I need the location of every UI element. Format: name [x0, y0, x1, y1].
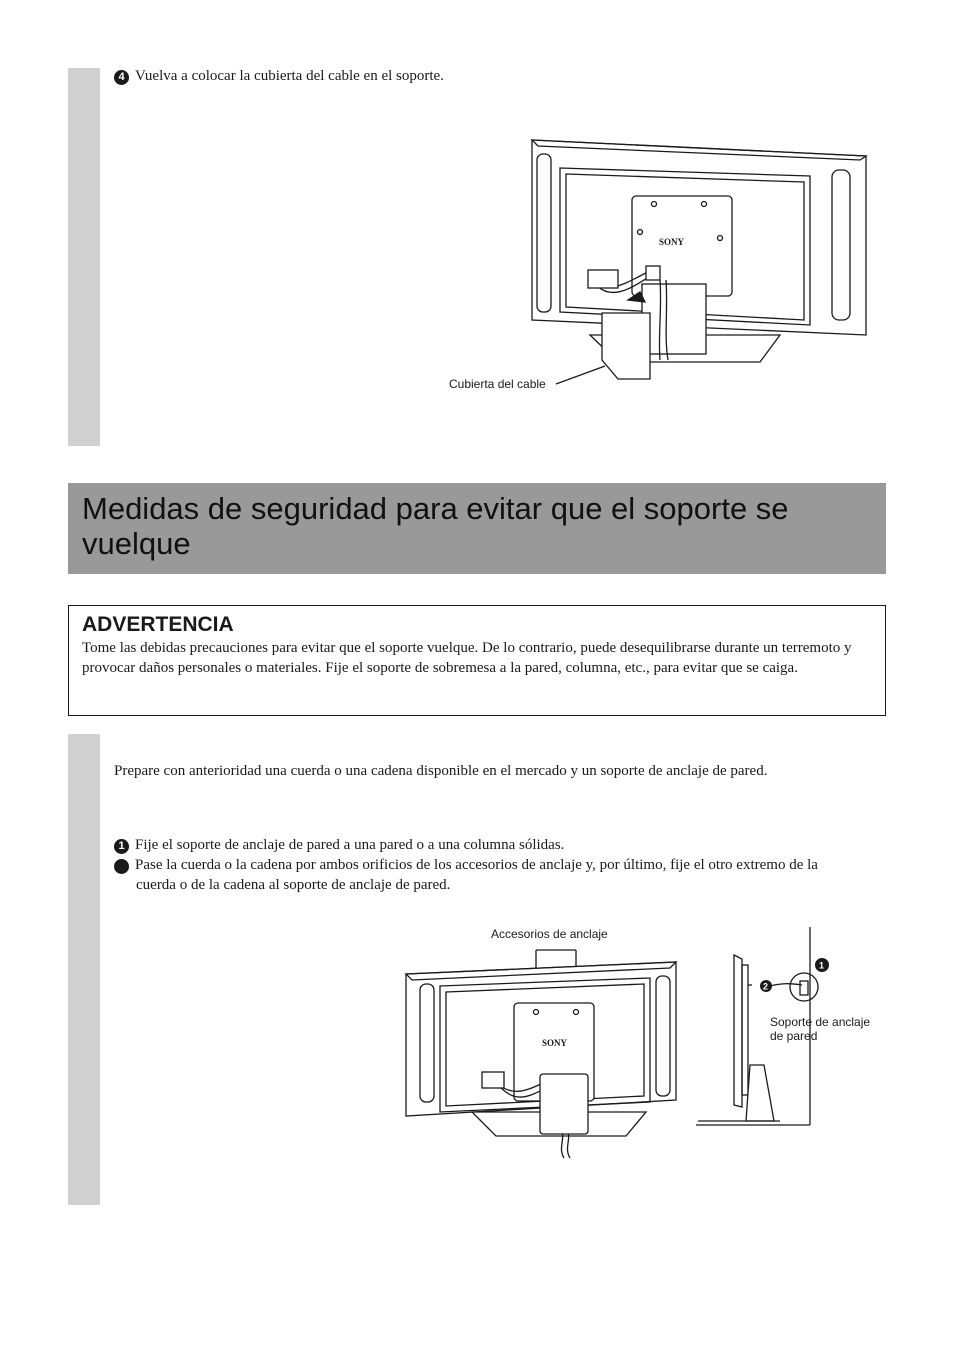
marker-1: 1 — [819, 960, 825, 971]
step-1-text: Fije el soporte de anclaje de pared a una pared o a una columna sólidas. — [135, 837, 565, 853]
step-1 — [114, 835, 854, 855]
step-2 — [107, 855, 854, 895]
step-number-2: 2 — [114, 859, 129, 874]
callout-wall-anchor-line2: de pared — [770, 1029, 818, 1043]
brand-logo-bottom: SONY — [542, 1038, 568, 1048]
tv-anchor-illustration — [400, 940, 690, 1165]
warning-title: ADVERTENCIA — [82, 613, 234, 636]
marker-2: 2 — [763, 981, 769, 992]
intro-paragraph: Prepare con anterioridad una cuerda o una cadena disponible en el mercado y un soporte de anclaje de pared. — [114, 763, 768, 779]
step-2-text: Pase la cuerda o la cadena por ambos orificios de los accesorios de anclaje y, por último, fije el otro extremo de la cuerda o de la cadena al soporte de anclaje de pared. — [135, 857, 818, 893]
step-number-4: 4 — [114, 70, 129, 85]
section-sidebar-top — [68, 68, 100, 446]
callout-wall-anchor — [770, 1015, 870, 1043]
callout-cable-cover: Cubierta del cable — [449, 377, 546, 391]
tv-cable-cover-illustration — [440, 130, 880, 400]
section-heading: Medidas de seguridad para evitar que el soporte se vuelque — [68, 483, 886, 574]
step-number-1: 1 — [114, 839, 129, 854]
section-sidebar-bottom — [68, 734, 100, 1205]
warning-text: Tome las debidas precauciones para evitar que el soporte vuelque. De lo contrario, puede desequilibrarse durante un terremoto y provocar daños personales o materiales. Fije el soporte de sobremesa a la pared, columna, etc., para evitar que se caiga. — [82, 640, 852, 676]
brand-logo-top: SONY — [659, 237, 685, 247]
callout-wall-anchor-line1: Soporte de anclaje — [770, 1015, 871, 1029]
step-4-text: Vuelva a colocar la cubierta del cable en el soporte. — [135, 68, 444, 84]
warning-box — [68, 605, 886, 716]
callout-anchor-accessories: Accesorios de anclaje — [491, 927, 608, 941]
step-4 — [114, 66, 444, 86]
